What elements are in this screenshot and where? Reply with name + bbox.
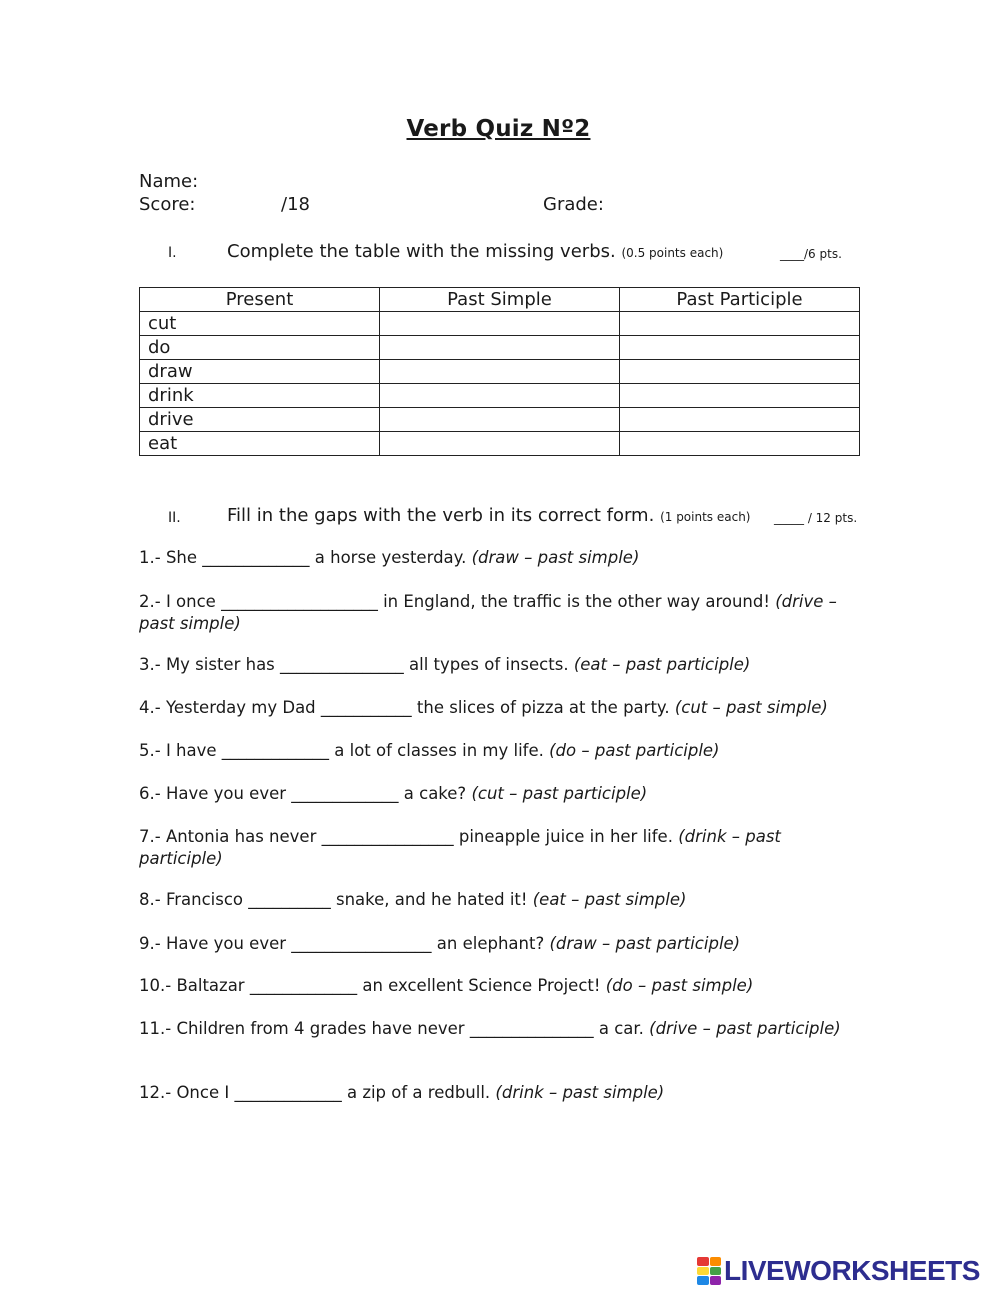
question-hint: (draw – past participle) — [549, 934, 741, 953]
question-6 — [139, 783, 864, 805]
grade-label: Grade: — [543, 194, 604, 215]
logo-block — [697, 1267, 709, 1276]
question-text: 4.- Yesterday my Dad ___________ the slices of pizza at the party. — [139, 698, 675, 717]
question-text: 8.- Francisco __________ snake, and he hated it! — [139, 890, 533, 909]
logo-block — [697, 1257, 709, 1266]
score-total: /18 — [281, 194, 310, 215]
present-verb-cell: cut — [140, 312, 380, 336]
logo-block — [710, 1267, 722, 1276]
name-label: Name: — [139, 171, 199, 192]
question-text: 1.- She _____________ a horse yesterday. — [139, 548, 472, 567]
present-verb-cell: draw — [140, 360, 380, 384]
present-verb-cell: drive — [140, 408, 380, 432]
section1-number: I. — [168, 245, 177, 261]
column-header-past-participle: Past Participle — [620, 288, 860, 312]
question-hint: (cut – past simple) — [674, 698, 828, 717]
present-verb-cell: eat — [140, 432, 380, 456]
column-header-present: Present — [140, 288, 380, 312]
column-header-past-simple: Past Simple — [380, 288, 620, 312]
question-hint: (eat – past participle) — [573, 655, 751, 674]
past-simple-answer-cell[interactable] — [380, 336, 620, 360]
past-simple-answer-cell[interactable] — [380, 312, 620, 336]
table-row — [140, 432, 860, 456]
question-11 — [139, 1018, 864, 1040]
question-1 — [139, 547, 864, 569]
question-hint: (do – past participle) — [549, 741, 720, 760]
table-header-row — [140, 288, 860, 312]
section2-instruction — [227, 505, 750, 526]
section1-points-each: (0.5 points each) — [621, 246, 724, 260]
question-5 — [139, 740, 864, 762]
question-4 — [139, 697, 864, 719]
past-simple-answer-cell[interactable] — [380, 432, 620, 456]
past-participle-answer-cell[interactable] — [620, 384, 860, 408]
liveworksheets-logo — [697, 1255, 980, 1287]
question-text: 7.- Antonia has never ________________ pineapple juice in her life. — [139, 827, 679, 846]
question-hint: (cut – past participle) — [471, 784, 648, 803]
question-3 — [139, 654, 864, 676]
verbs-table — [139, 287, 860, 456]
past-simple-answer-cell[interactable] — [380, 360, 620, 384]
present-verb-cell: do — [140, 336, 380, 360]
table-row — [140, 312, 860, 336]
logo-block — [710, 1276, 722, 1285]
question-text: 5.- I have _____________ a lot of classes in my life. — [139, 741, 550, 760]
section1-instruction-text: Complete the table with the missing verbs. — [227, 241, 616, 262]
question-9 — [139, 933, 864, 955]
table-row — [140, 384, 860, 408]
question-10 — [139, 975, 864, 997]
question-12 — [139, 1082, 864, 1104]
table-row — [140, 408, 860, 432]
question-2 — [139, 591, 864, 635]
past-participle-answer-cell[interactable] — [620, 408, 860, 432]
present-verb-cell: drink — [140, 384, 380, 408]
question-text: 9.- Have you ever _________________ an elephant? — [139, 934, 550, 953]
question-hint: (eat – past simple) — [532, 890, 687, 909]
past-simple-answer-cell[interactable] — [380, 384, 620, 408]
section2-points-total: _____ / 12 pts. — [774, 511, 858, 525]
question-text: 3.- My sister has _______________ all types of insects. — [139, 655, 574, 674]
question-hint: (drive – past participle) — [649, 1019, 841, 1038]
section2-points-each: (1 points each) — [660, 510, 751, 524]
question-text: 11.- Children from 4 grades have never _______________ a car. — [139, 1019, 650, 1038]
logo-block — [697, 1276, 709, 1285]
past-simple-answer-cell[interactable] — [380, 408, 620, 432]
table-row — [140, 360, 860, 384]
logo-block — [710, 1257, 722, 1266]
page-title: Verb Quiz Nº2 — [406, 116, 591, 142]
section1-instruction — [227, 241, 723, 262]
logo-mark-icon — [697, 1257, 721, 1285]
logo-text: LIVEWORKSHEETS — [724, 1255, 980, 1286]
score-label: Score: — [139, 194, 196, 215]
question-hint: (draw – past simple) — [471, 548, 640, 567]
section2-number: II. — [168, 510, 181, 526]
question-text: 2.- I once ___________________ in England, the traffic is the other way around! — [139, 592, 776, 611]
section2-instruction-text: Fill in the gaps with the verb in its correct form. — [227, 505, 655, 526]
question-8 — [139, 889, 864, 911]
question-7 — [139, 826, 864, 870]
question-text: 12.- Once I _____________ a zip of a redbull. — [139, 1083, 496, 1102]
past-participle-answer-cell[interactable] — [620, 312, 860, 336]
past-participle-answer-cell[interactable] — [620, 360, 860, 384]
table-row — [140, 336, 860, 360]
question-hint: (drink – past simple) — [495, 1083, 665, 1102]
past-participle-answer-cell[interactable] — [620, 336, 860, 360]
section1-points-total: ____/6 pts. — [780, 247, 842, 261]
question-text: 6.- Have you ever _____________ a cake? — [139, 784, 472, 803]
question-text: 10.- Baltazar _____________ an excellent Science Project! — [139, 976, 606, 995]
question-hint: (drink – past participle) — [139, 827, 781, 868]
question-hint: (do – past simple) — [605, 976, 754, 995]
past-participle-answer-cell[interactable] — [620, 432, 860, 456]
question-hint: (drive – past simple) — [139, 592, 837, 633]
